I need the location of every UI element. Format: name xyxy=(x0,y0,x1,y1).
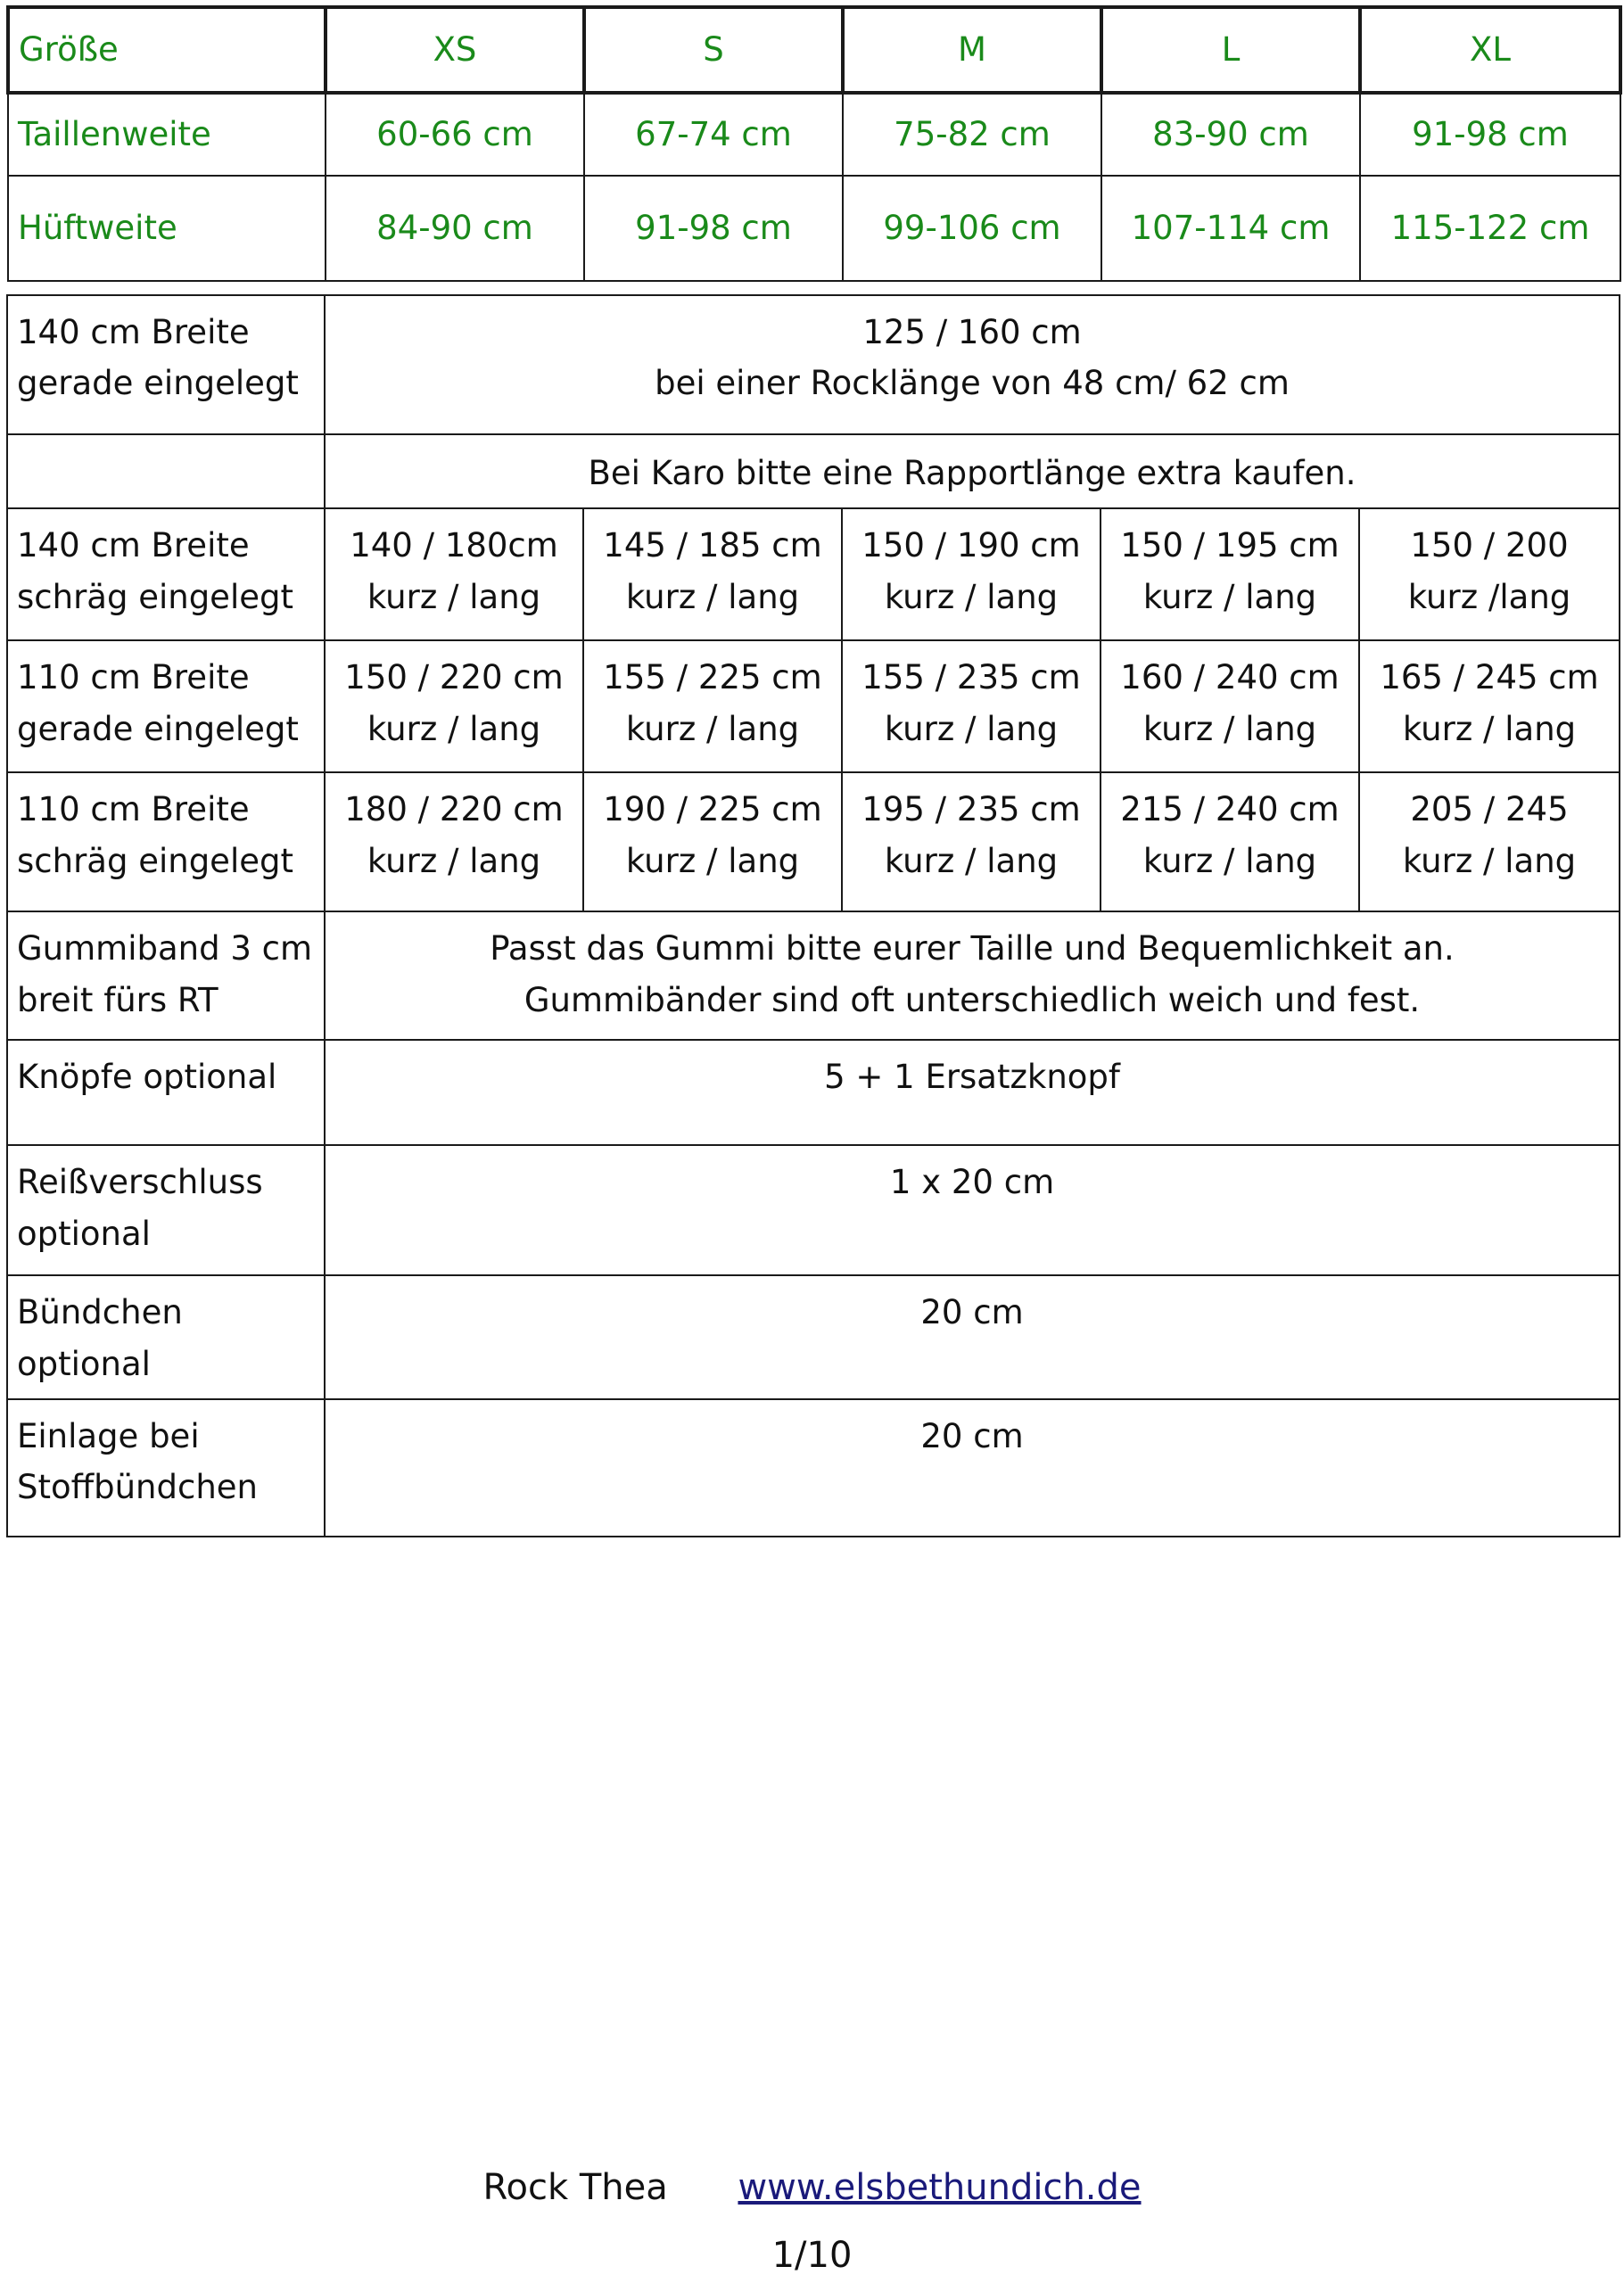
header-cell: S xyxy=(584,7,843,93)
table-cell: 84-90 cm xyxy=(326,176,584,281)
label-line: gerade eingelegt xyxy=(17,364,299,403)
value-line: 215 / 240 cm xyxy=(1120,790,1340,829)
size-table xyxy=(6,5,1622,282)
value-line: kurz /lang xyxy=(1407,577,1571,616)
table-cell xyxy=(1359,640,1620,772)
value-line: kurz / lang xyxy=(1142,841,1317,880)
value-line: kurz / lang xyxy=(625,577,800,616)
table-row xyxy=(7,1399,1620,1537)
table-cell: 115-122 cm xyxy=(1360,176,1620,281)
table-cell xyxy=(583,508,842,640)
table-cell: 91-98 cm xyxy=(1360,93,1620,176)
value-line: 155 / 225 cm xyxy=(603,658,822,697)
table-row xyxy=(7,772,1620,911)
table-cell xyxy=(842,772,1101,911)
table-cell: 83-90 cm xyxy=(1101,93,1360,176)
table-cell: 91-98 cm xyxy=(584,176,843,281)
label-line: 140 cm Breite xyxy=(17,526,250,565)
value-line: 140 / 180cm xyxy=(350,526,558,565)
row-label xyxy=(7,1275,325,1399)
row-label xyxy=(7,911,325,1040)
fabric-table xyxy=(6,294,1620,1537)
table-cell xyxy=(325,772,583,911)
label-line: Stoffbündchen xyxy=(17,1468,259,1507)
table-cell xyxy=(842,508,1101,640)
value-line: kurz / lang xyxy=(884,709,1059,748)
table-cell xyxy=(583,772,842,911)
value-line: 150 / 190 cm xyxy=(861,526,1081,565)
value-line: bei einer Rocklänge von 48 cm/ 62 cm xyxy=(655,364,1290,403)
table-row xyxy=(8,93,1620,176)
size-header-row xyxy=(8,7,1620,93)
table-cell xyxy=(1101,640,1359,772)
value-line: 195 / 235 cm xyxy=(861,790,1081,829)
header-cell: L xyxy=(1101,7,1360,93)
table-row xyxy=(7,508,1620,640)
label-line: gerade eingelegt xyxy=(17,709,299,748)
label-line: breit fürs RT xyxy=(17,980,218,1019)
value-line: 145 / 185 cm xyxy=(603,526,822,565)
table-cell xyxy=(842,640,1101,772)
table-cell xyxy=(325,508,583,640)
value-line: 125 / 160 cm xyxy=(862,313,1082,351)
value-line: 150 / 220 cm xyxy=(344,658,564,697)
table-cell: 5 + 1 Ersatzknopf xyxy=(325,1040,1620,1145)
label-line: Reißverschluss xyxy=(17,1163,263,1202)
value-line: Passt das Gummi bitte eurer Taille und Bequemlichkeit an. xyxy=(490,929,1455,968)
table-cell: 75-82 cm xyxy=(843,93,1101,176)
footer-title: Rock Thea xyxy=(482,2167,668,2208)
row-label: Knöpfe optional xyxy=(7,1040,325,1145)
value-line: kurz / lang xyxy=(1142,709,1317,748)
table-cell: 20 cm xyxy=(325,1399,1620,1537)
label-line: Bündchen xyxy=(17,1293,183,1332)
table-cell xyxy=(325,295,1620,434)
row-label xyxy=(7,1399,325,1537)
row-label xyxy=(7,508,325,640)
table-row xyxy=(8,176,1620,281)
table-cell xyxy=(1359,508,1620,640)
table-row xyxy=(7,1040,1620,1145)
value-line: kurz / lang xyxy=(367,709,541,748)
value-line: 205 / 245 xyxy=(1410,790,1569,829)
row-label: Taillenweite xyxy=(8,93,326,176)
value-line: 150 / 195 cm xyxy=(1120,526,1340,565)
value-line: 155 / 235 cm xyxy=(861,658,1081,697)
table-cell: 107-114 cm xyxy=(1101,176,1360,281)
row-label xyxy=(7,434,325,508)
table-row xyxy=(7,1145,1620,1275)
value-line: kurz / lang xyxy=(884,577,1059,616)
value-line: kurz / lang xyxy=(625,841,800,880)
value-line: kurz / lang xyxy=(367,577,541,616)
value-line: 180 / 220 cm xyxy=(344,790,564,829)
table-cell: 99-106 cm xyxy=(843,176,1101,281)
row-label xyxy=(7,640,325,772)
table-row xyxy=(7,1275,1620,1399)
value-line: 160 / 240 cm xyxy=(1120,658,1340,697)
value-line: kurz / lang xyxy=(1402,841,1577,880)
label-line: 140 cm Breite xyxy=(17,313,250,351)
website-link[interactable]: www.elsbethundich.de xyxy=(738,2167,1142,2208)
row-label xyxy=(7,772,325,911)
table-row xyxy=(7,434,1620,508)
table-cell: 67-74 cm xyxy=(584,93,843,176)
label-line: optional xyxy=(17,1344,151,1383)
header-cell: Größe xyxy=(8,7,326,93)
table-cell xyxy=(1101,772,1359,911)
value-line: 150 / 200 xyxy=(1410,526,1569,565)
label-line: schräg eingelegt xyxy=(17,577,293,616)
footer xyxy=(0,2167,1624,2208)
value-line: 165 / 245 cm xyxy=(1380,658,1599,697)
table-cell: 1 x 20 cm xyxy=(325,1145,1620,1275)
value-line: kurz / lang xyxy=(625,709,800,748)
document-page xyxy=(6,5,1619,1537)
value-line: 190 / 225 cm xyxy=(603,790,822,829)
header-cell: XL xyxy=(1360,7,1620,93)
value-line: kurz / lang xyxy=(1402,709,1577,748)
label-line: optional xyxy=(17,1214,151,1253)
karo-note: Bei Karo bitte eine Rapportlänge extra kaufen. xyxy=(325,434,1620,508)
page-number: 1/10 xyxy=(771,2235,853,2276)
header-cell: XS xyxy=(326,7,584,93)
label-line: 110 cm Breite xyxy=(17,790,250,829)
table-cell: 60-66 cm xyxy=(326,93,584,176)
label-line: schräg eingelegt xyxy=(17,841,293,880)
label-line: Einlage bei xyxy=(17,1417,200,1456)
value-line: kurz / lang xyxy=(367,841,541,880)
table-row xyxy=(7,295,1620,434)
value-line: kurz / lang xyxy=(1142,577,1317,616)
row-label: Hüftweite xyxy=(8,176,326,281)
value-line: Gummibänder sind oft unterschiedlich weich und fest. xyxy=(523,980,1421,1019)
label-line: Gummiband 3 cm xyxy=(17,929,313,968)
header-cell: M xyxy=(843,7,1101,93)
label-line: 110 cm Breite xyxy=(17,658,250,697)
table-cell xyxy=(583,640,842,772)
row-label xyxy=(7,1145,325,1275)
table-row xyxy=(7,640,1620,772)
table-cell xyxy=(325,911,1620,1040)
table-cell: 20 cm xyxy=(325,1275,1620,1399)
table-cell xyxy=(325,640,583,772)
table-cell xyxy=(1359,772,1620,911)
value-line: kurz / lang xyxy=(884,841,1059,880)
table-cell xyxy=(1101,508,1359,640)
table-row xyxy=(7,911,1620,1040)
row-label xyxy=(7,295,325,434)
